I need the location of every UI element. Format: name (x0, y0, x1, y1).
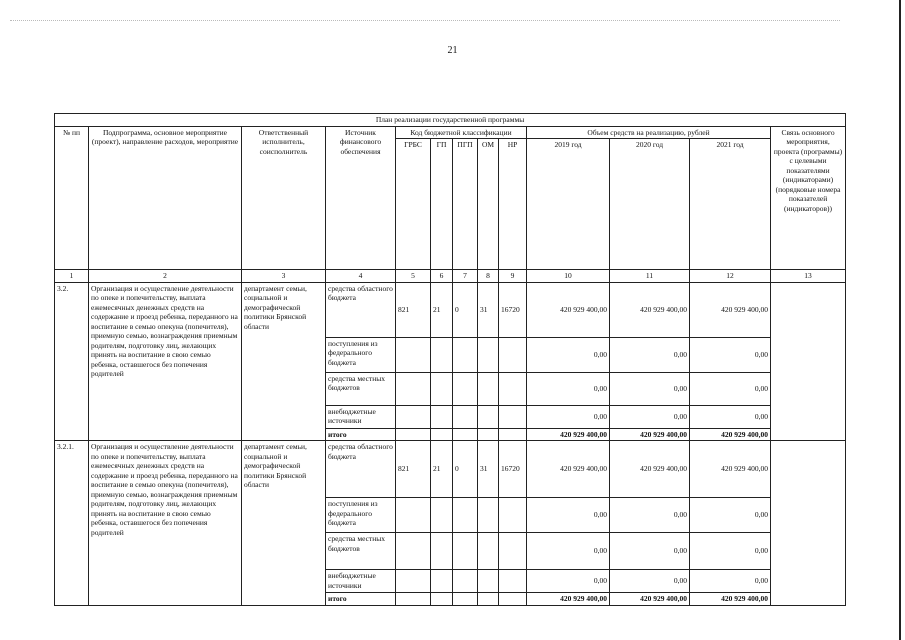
amount-2019: 0,00 (527, 533, 610, 570)
code-om (478, 337, 499, 372)
item-name: Организация и осуществление деятельности по опеке и попечительству, выплата ежемесячных денежных средств на содержание и проезд ребенка, переданного на воспитание в семью опекуна (попечителя), приемную семью, вознаграждения приемным родителям, подготовку лиц, желающих принять на воспитание в свою семью ребенка, оставшегося без попечения родителей (89, 282, 242, 441)
amount-2021: 420 929 400,00 (690, 282, 771, 337)
funding-source: средства местных бюджетов (326, 372, 396, 405)
item-number: 3.2. (55, 282, 89, 441)
column-number: 2 (89, 270, 242, 283)
code-om (478, 405, 499, 428)
header-link: Связь основного мероприятия, проекта (программы) с целевыми показателями (индикаторами) (порядковые номера показателей (индикаторов)) (771, 126, 846, 270)
code-pgp (453, 498, 478, 533)
amount-2020: 420 929 400,00 (610, 441, 690, 498)
amount-2021: 0,00 (690, 570, 771, 593)
total-2021: 420 929 400,00 (690, 593, 771, 606)
header-executor: Ответственный исполнитель, соисполнитель (242, 126, 326, 270)
indicator-link (771, 441, 846, 606)
amount-2019: 0,00 (527, 405, 610, 428)
code-pgp (453, 337, 478, 372)
table-title: План реализации государственной программы (55, 114, 846, 127)
code-pgp (453, 372, 478, 405)
amount-2019: 420 929 400,00 (527, 282, 610, 337)
code-om (478, 498, 499, 533)
code-grbs (396, 593, 431, 606)
code-gp (431, 498, 453, 533)
funding-source-total: итого (326, 593, 396, 606)
code-nr (499, 405, 527, 428)
header-gp: ГП (431, 139, 453, 270)
code-om (478, 570, 499, 593)
code-om (478, 372, 499, 405)
header-volume-group: Объем средств на реализацию, рублей (527, 126, 771, 139)
header-source: Источник финансового обеспечения (326, 126, 396, 270)
code-nr (499, 428, 527, 441)
funding-source: средства областного бюджета (326, 441, 396, 498)
code-om (478, 428, 499, 441)
code-nr (499, 372, 527, 405)
item-executor: департамент семьи, социальной и демографической политики Брянской области (242, 282, 326, 441)
code-gp (431, 533, 453, 570)
code-grbs (396, 405, 431, 428)
total-2019: 420 929 400,00 (527, 593, 610, 606)
column-number: 7 (453, 270, 478, 283)
total-2020: 420 929 400,00 (610, 593, 690, 606)
header-2019: 2019 год (527, 139, 610, 270)
column-number: 12 (690, 270, 771, 283)
code-nr (499, 498, 527, 533)
total-2021: 420 929 400,00 (690, 428, 771, 441)
funding-source: внебюджетные источники (326, 570, 396, 593)
funding-source-total: итого (326, 428, 396, 441)
code-pgp (453, 405, 478, 428)
header-2020: 2020 год (610, 139, 690, 270)
amount-2020: 0,00 (610, 570, 690, 593)
header-pgp: ПГП (453, 139, 478, 270)
header-om: ОМ (478, 139, 499, 270)
table-row (55, 282, 846, 337)
code-nr (499, 533, 527, 570)
column-number: 10 (527, 270, 610, 283)
code-gp (431, 570, 453, 593)
column-number: 9 (499, 270, 527, 283)
header-budget-code-group: Код бюджетной классификации (396, 126, 527, 139)
code-grbs (396, 533, 431, 570)
column-number-row (55, 270, 846, 283)
amount-2019: 0,00 (527, 372, 610, 405)
indicator-link (771, 282, 846, 441)
amount-2021: 0,00 (690, 372, 771, 405)
code-pgp (453, 570, 478, 593)
code-pgp: 0 (453, 441, 478, 498)
funding-source: поступления из федерального бюджета (326, 498, 396, 533)
amount-2020: 420 929 400,00 (610, 282, 690, 337)
code-gp (431, 428, 453, 441)
amount-2021: 0,00 (690, 337, 771, 372)
code-nr (499, 337, 527, 372)
program-plan-table (54, 113, 846, 606)
header-num: № пп (55, 126, 89, 270)
code-pgp (453, 533, 478, 570)
column-number: 8 (478, 270, 499, 283)
code-gp (431, 593, 453, 606)
code-gp: 21 (431, 441, 453, 498)
code-pgp (453, 428, 478, 441)
amount-2020: 0,00 (610, 405, 690, 428)
funding-source: средства областного бюджета (326, 282, 396, 337)
amount-2021: 0,00 (690, 498, 771, 533)
amount-2019: 0,00 (527, 337, 610, 372)
code-grbs (396, 337, 431, 372)
code-grbs (396, 498, 431, 533)
scan-right-edge (899, 0, 901, 640)
header-grbs: ГРБС (396, 139, 431, 270)
code-gp: 21 (431, 282, 453, 337)
code-om: 31 (478, 441, 499, 498)
header-2021: 2021 год (690, 139, 771, 270)
amount-2020: 0,00 (610, 337, 690, 372)
column-number: 13 (771, 270, 846, 283)
amount-2019: 420 929 400,00 (527, 441, 610, 498)
header-nr: НР (499, 139, 527, 270)
column-number: 1 (55, 270, 89, 283)
amount-2021: 420 929 400,00 (690, 441, 771, 498)
code-pgp (453, 593, 478, 606)
page-number: 21 (447, 45, 458, 56)
item-number: 3.2.1. (55, 441, 89, 606)
code-grbs (396, 372, 431, 405)
column-number: 4 (326, 270, 396, 283)
code-nr: 16720 (499, 282, 527, 337)
column-number: 6 (431, 270, 453, 283)
code-nr (499, 570, 527, 593)
amount-2021: 0,00 (690, 533, 771, 570)
total-2020: 420 929 400,00 (610, 428, 690, 441)
code-grbs (396, 570, 431, 593)
code-gp (431, 372, 453, 405)
total-2019: 420 929 400,00 (527, 428, 610, 441)
code-grbs (396, 428, 431, 441)
scan-top-border (10, 20, 840, 21)
amount-2021: 0,00 (690, 405, 771, 428)
code-pgp: 0 (453, 282, 478, 337)
column-number: 5 (396, 270, 431, 283)
code-gp (431, 405, 453, 428)
code-grbs: 821 (396, 282, 431, 337)
amount-2020: 0,00 (610, 498, 690, 533)
funding-source: внебюджетные источники (326, 405, 396, 428)
amount-2020: 0,00 (610, 372, 690, 405)
column-number: 3 (242, 270, 326, 283)
funding-source: средства местных бюджетов (326, 533, 396, 570)
code-nr (499, 593, 527, 606)
funding-source: поступления из федерального бюджета (326, 337, 396, 372)
item-executor: департамент семьи, социальной и демографической политики Брянской области (242, 441, 326, 606)
code-gp (431, 337, 453, 372)
column-number: 11 (610, 270, 690, 283)
amount-2020: 0,00 (610, 533, 690, 570)
amount-2019: 0,00 (527, 570, 610, 593)
code-om (478, 593, 499, 606)
code-om: 31 (478, 282, 499, 337)
code-om (478, 533, 499, 570)
amount-2019: 0,00 (527, 498, 610, 533)
code-grbs: 821 (396, 441, 431, 498)
item-name: Организация и осуществление деятельности по опеке и попечительству, выплата ежемесячных денежных средств на содержание и проезд ребенка, переданного на воспитание в семью опекуна (попечителя), приемную семью, вознаграждения приемным родителям, подготовку лиц, желающих принять на воспитание в свою семью ребенка, оставшегося без попечения родителей (89, 441, 242, 606)
code-nr: 16720 (499, 441, 527, 498)
header-subprogram: Подпрограмма, основное мероприятие (проект), направление расходов, мероприятие (89, 126, 242, 270)
table-row (55, 441, 846, 498)
